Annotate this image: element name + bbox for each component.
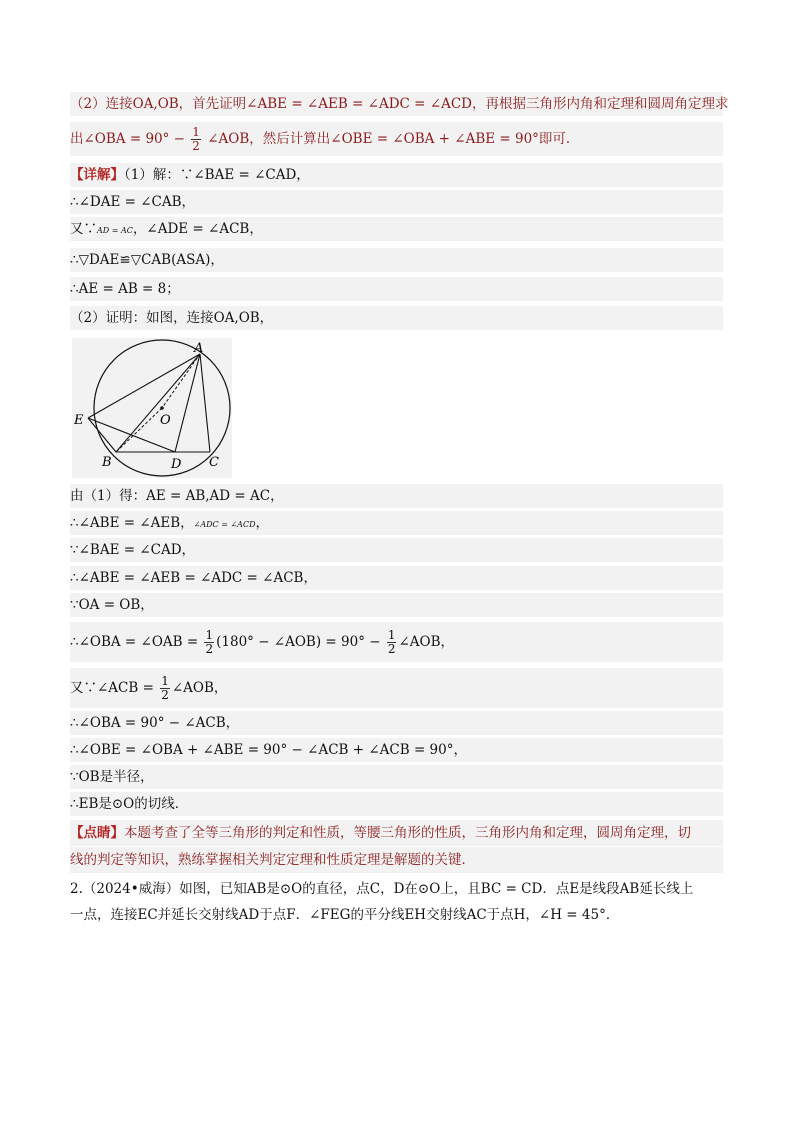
- text: 又∵: [70, 221, 97, 237]
- text: ∴∠OBA = ∠OAB =: [70, 634, 199, 650]
- label-c: C: [209, 455, 219, 470]
- detail-line-17: [70, 792, 723, 816]
- denominator: 2: [161, 688, 169, 702]
- center-point: [160, 406, 164, 410]
- small-text: AD = AC: [97, 226, 133, 235]
- label-o: O: [160, 413, 171, 428]
- label-e: E: [74, 413, 84, 428]
- numerator: 1: [205, 628, 214, 642]
- comment-line-1: [70, 820, 723, 846]
- denominator: 2: [192, 139, 200, 153]
- denominator: 2: [205, 642, 214, 656]
- detail-line-11: [70, 593, 723, 617]
- text: ∠AOB，: [398, 634, 455, 650]
- detail-line-9: [70, 538, 723, 562]
- text: ，: [255, 515, 269, 531]
- comment-tag: 【点睛】: [70, 825, 124, 841]
- numerator: 1: [192, 125, 200, 139]
- text: ∴AE = AB = 8；: [70, 281, 180, 297]
- text: （2）连接OA,OB，首先证明∠ABE = ∠AEB = ∠ADC = ∠ACD，再根据三角形内角和定理和圆周角定理求: [70, 96, 729, 112]
- small-text: ∠ADC = ∠ACD: [193, 520, 256, 529]
- text: ∴∠OBE = ∠OBA + ∠ABE = 90° − ∠ACB + ∠ACB = 90°，: [70, 742, 467, 758]
- segment-oa: [162, 354, 200, 408]
- text: ∵OB是半径，: [70, 769, 154, 785]
- text: ∴▽DAE≌▽CAB(ASA)，: [70, 252, 224, 268]
- text: ∵OA = OB，: [70, 597, 154, 613]
- circle-diagram: [72, 338, 232, 478]
- label-a: A: [194, 341, 204, 356]
- detail-line-16: [70, 765, 723, 789]
- detail-line-5: [70, 277, 723, 301]
- text: ∴∠ABE = ∠AEB，: [70, 515, 194, 531]
- segment-ob: [116, 408, 162, 452]
- segment-ac: [200, 354, 210, 452]
- label-d: D: [171, 457, 182, 472]
- text: ∠AOB，: [171, 680, 228, 696]
- text: ∴∠DAE = ∠CAB，: [70, 194, 196, 210]
- detail-line-6: [70, 306, 723, 330]
- detail-line-7: [70, 484, 723, 508]
- problem-2: [70, 876, 730, 928]
- geometry-figure: [72, 338, 232, 478]
- fraction: [160, 675, 170, 702]
- problem-2-line-1: 2.（2024•威海）如图，已知AB是⊙O的直径，点C，D在⊙O上，且BC = CD．点E是线段AB延长线上: [70, 881, 694, 897]
- text: ∴EB是⊙O的切线．: [70, 796, 189, 812]
- solution-line-1: [70, 92, 729, 116]
- detail-line-1: [70, 163, 723, 187]
- text: ∵∠BAE = ∠CAD，: [70, 542, 196, 558]
- text: 又∵∠ACB =: [70, 680, 154, 696]
- text: ∴∠OBA = 90° − ∠ACB，: [70, 715, 240, 731]
- text: 本题考查了全等三角形的判定和性质，等腰三角形的性质，三角形内角和定理，圆周角定理，切: [124, 825, 691, 841]
- text: （2）证明：如图，连接OA,OB，: [70, 310, 274, 326]
- detail-line-2: [70, 190, 723, 214]
- detail-line-13: [70, 668, 723, 708]
- text: 出∠OBA = 90° −: [70, 131, 185, 147]
- fraction: [191, 126, 201, 153]
- fraction: [204, 629, 214, 656]
- detail-line-3: [70, 217, 723, 241]
- fraction: [387, 629, 397, 656]
- text: (180° − ∠AOB) = 90° −: [216, 634, 381, 650]
- text: （1）解：∵∠BAE = ∠CAD，: [124, 167, 310, 183]
- detail-line-15: [70, 738, 723, 762]
- numerator: 1: [387, 628, 396, 642]
- label-b: B: [102, 455, 112, 470]
- detail-line-12: [70, 622, 723, 662]
- detail-line-14: [70, 711, 723, 735]
- denominator: 2: [387, 642, 396, 656]
- detail-line-4: [70, 248, 723, 272]
- detail-tag: 【详解】: [70, 167, 124, 183]
- numerator: 1: [161, 674, 169, 688]
- solution-line-2: [70, 122, 723, 156]
- comment-line-2: [70, 847, 723, 873]
- text: ∠AOB，然后计算出∠OBE = ∠OBA + ∠ABE = 90°即可．: [207, 131, 580, 147]
- segment-ae: [88, 354, 200, 418]
- detail-line-8: [70, 511, 723, 535]
- text: ∴∠ABE = ∠AEB = ∠ADC = ∠ACB，: [70, 570, 317, 586]
- text: 线的判定等知识，熟练掌握相关判定定理和性质定理是解题的关键．: [70, 852, 475, 868]
- problem-2-line-2: 一点，连接EC并延长交射线AD于点F．∠FEG的平分线EH交射线AC于点H，∠H = 45°．: [70, 907, 620, 923]
- detail-line-10: [70, 566, 723, 590]
- text: 由（1）得：AE = AB,AD = AC，: [70, 488, 284, 504]
- text: ，∠ADE = ∠ACB，: [132, 221, 263, 237]
